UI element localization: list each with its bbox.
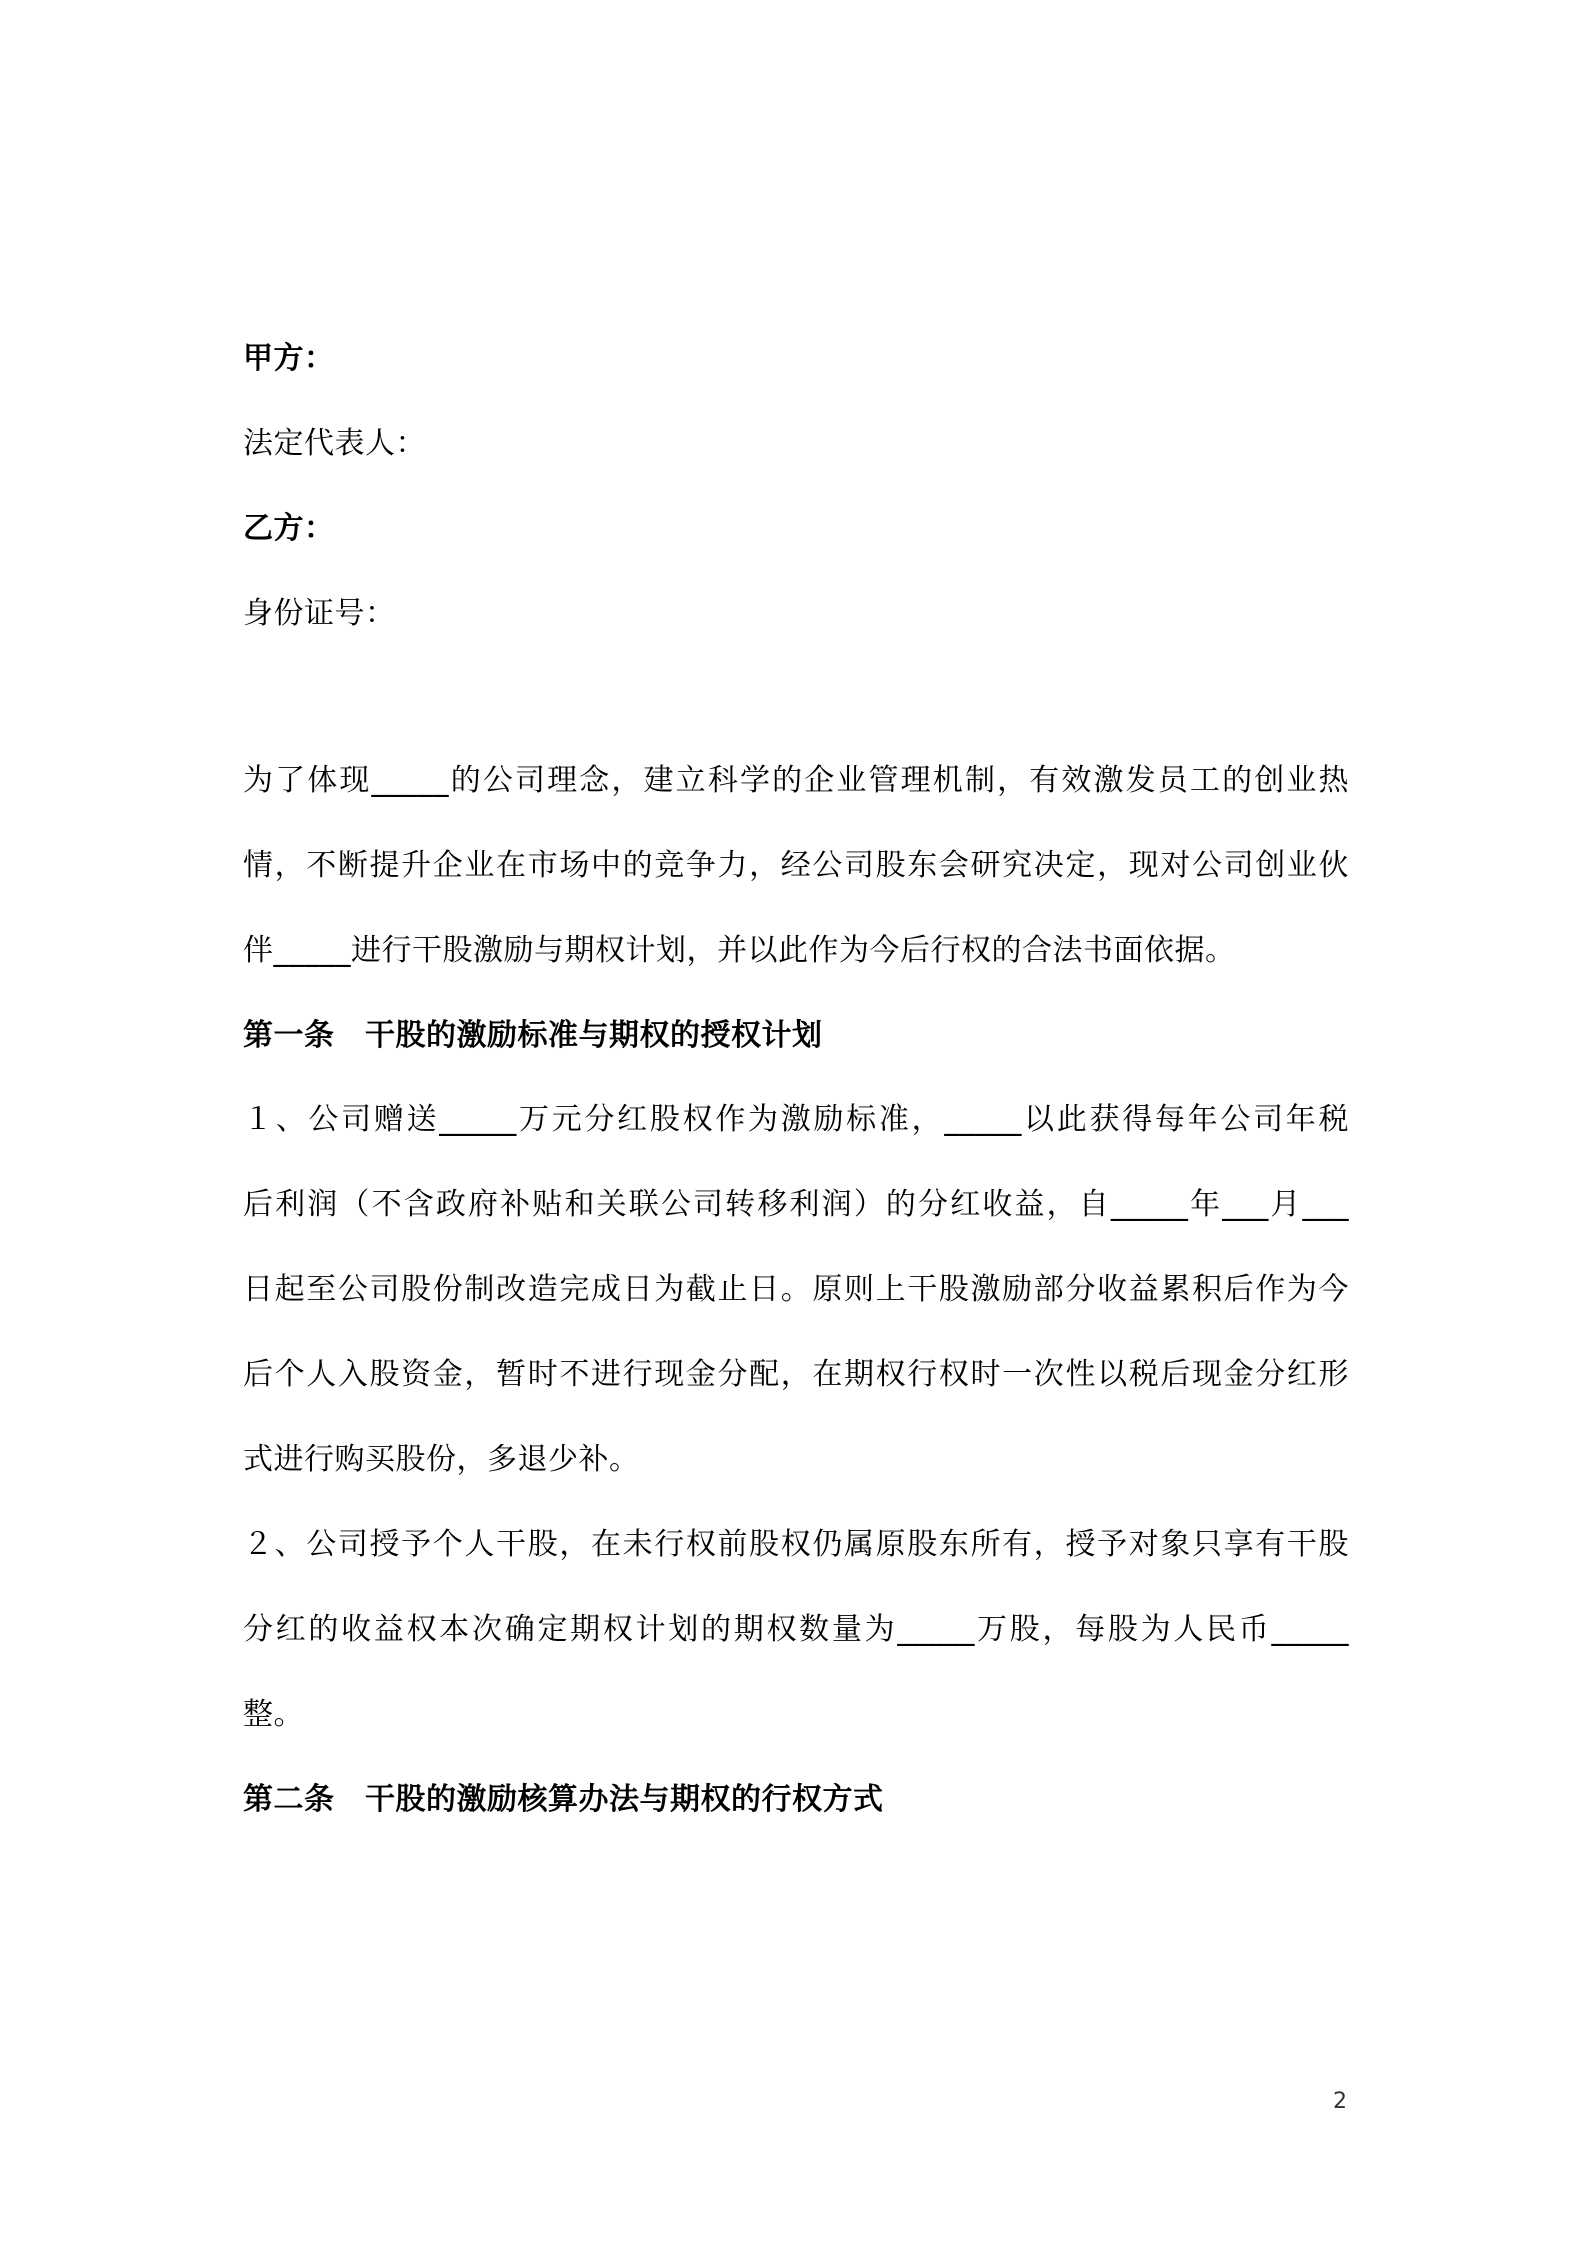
clause-1-line: 式进行购买股份，多退少补。 [243,1442,640,1477]
clause-1-line: １、公司赠送_____万元分红股权作为激励标准，_____以此获得每年公司年税 [243,1102,1349,1137]
party-b-label: 乙方： [243,511,335,546]
article-1-title: 第一条 干股的激励标准与期权的授权计划 [243,1018,823,1053]
intro-line: 伴_____进行干股激励与期权计划，并以此作为今后行权的合法书面依据。 [243,933,1236,968]
clause-2-line: ２、公司授予个人干股，在未行权前股权仍属原股东所有，授予对象只享有干股 [243,1527,1349,1562]
legal-representative-label: 法定代表人： [243,426,426,461]
intro-line: 情，不断提升企业在市场中的竞争力，经公司股东会研究决定，现对公司创业伙 [243,848,1349,883]
intro-line: 为了体现_____的公司理念，建立科学的企业管理机制，有效激发员工的创业热 [243,763,1349,798]
clause-1-line: 后个人入股资金，暂时不进行现金分配，在期权行权时一次性以税后现金分红形 [243,1357,1349,1392]
clause-1-line: 后利润（不含政府补贴和关联公司转移利润）的分红收益，自_____年___月___ [243,1187,1349,1222]
party-a-label: 甲方： [243,341,335,376]
page-number: 2 [1333,2089,1347,2114]
clause-2-line: 分红的收益权本次确定期权计划的期权数量为_____万股，每股为人民币_____ [243,1612,1349,1647]
id-number-label: 身份证号： [243,596,396,631]
article-2-title: 第二条 干股的激励核算办法与期权的行权方式 [243,1782,884,1817]
clause-2-line: 整。 [243,1697,304,1732]
clause-1-line: 日起至公司股份制改造完成日为截止日。原则上干股激励部分收益累积后作为今 [243,1272,1349,1307]
